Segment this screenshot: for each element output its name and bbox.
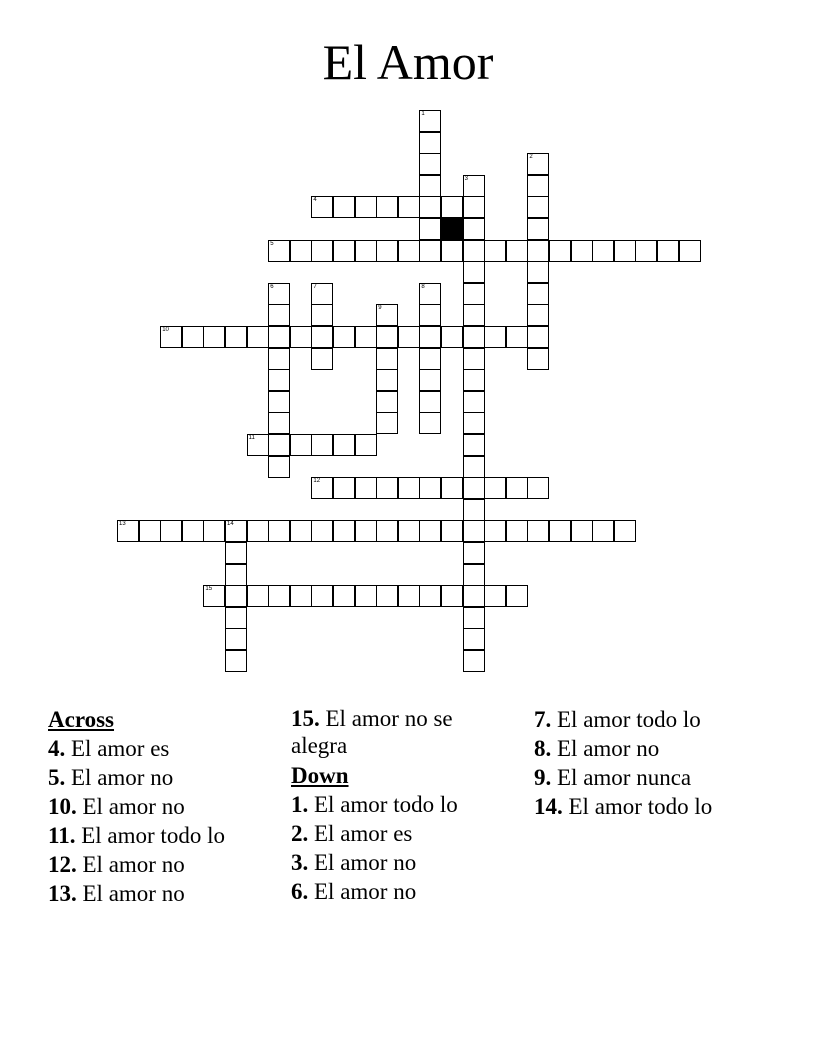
cell-number: 10 [162, 327, 169, 333]
grid-cell[interactable] [290, 434, 312, 456]
clue-number: 9. [534, 765, 552, 790]
grid-cell[interactable] [527, 477, 549, 499]
clue-item [534, 734, 744, 763]
grid-cell[interactable] [333, 434, 355, 456]
grid-cell[interactable] [463, 520, 485, 542]
grid-cell[interactable] [463, 456, 485, 478]
grid-cell[interactable] [160, 326, 182, 348]
grid-cell[interactable] [419, 218, 441, 240]
clue-heading: Down [291, 763, 349, 788]
grid-cell[interactable] [592, 520, 614, 542]
clue-text: El amor no [308, 879, 417, 904]
grid-cell[interactable] [441, 520, 463, 542]
grid-cell[interactable] [398, 196, 420, 218]
grid-cell[interactable] [463, 607, 485, 629]
clue-text: El amor es [65, 736, 170, 761]
cell-number: 1 [421, 111, 425, 117]
grid-cell[interactable] [419, 132, 441, 154]
grid-cell[interactable] [571, 240, 593, 262]
grid-cell[interactable] [527, 218, 549, 240]
clue-item [534, 705, 744, 734]
grid-cell[interactable] [527, 283, 549, 305]
grid-cell[interactable] [311, 520, 333, 542]
clue-item [48, 763, 258, 792]
grid-cell[interactable] [311, 304, 333, 326]
grid-cell[interactable] [463, 369, 485, 391]
grid-cell[interactable] [311, 326, 333, 348]
clue-item [291, 819, 501, 848]
grid-cell[interactable] [484, 520, 506, 542]
grid-cell[interactable] [463, 564, 485, 586]
grid-cell[interactable] [527, 175, 549, 197]
grid-cell[interactable] [614, 240, 636, 262]
grid-cell[interactable] [419, 326, 441, 348]
grid-cell[interactable] [419, 585, 441, 607]
grid-cell[interactable] [225, 520, 247, 542]
clue-text: El amor no [76, 852, 185, 877]
clue-text: El amor todo lo [551, 707, 701, 732]
clue-item [48, 792, 258, 821]
grid-cell[interactable] [290, 585, 312, 607]
grid-cell[interactable] [225, 607, 247, 629]
grid-cell[interactable] [592, 240, 614, 262]
grid-cell[interactable] [376, 196, 398, 218]
clue-number: 8. [534, 736, 552, 761]
grid-cell[interactable] [419, 283, 441, 305]
grid-cell[interactable] [506, 240, 528, 262]
grid-cell[interactable] [247, 520, 269, 542]
grid-cell[interactable] [441, 196, 463, 218]
grid-cell[interactable] [355, 520, 377, 542]
grid-cell[interactable] [355, 326, 377, 348]
grid-cell[interactable] [376, 304, 398, 326]
cell-number: 2 [529, 154, 533, 161]
grid-cell[interactable] [614, 520, 636, 542]
grid-cell[interactable] [355, 434, 377, 456]
grid-cell[interactable] [225, 326, 247, 348]
grid-cell[interactable] [355, 240, 377, 262]
clue-number: 15. [291, 706, 320, 731]
grid-cell[interactable] [311, 240, 333, 262]
clue-heading: Across [48, 707, 115, 732]
clue-item [291, 705, 501, 759]
grid-cell[interactable] [463, 240, 485, 262]
grid-cell[interactable] [117, 520, 139, 542]
grid-cell[interactable] [247, 326, 269, 348]
grid-cell[interactable] [506, 326, 528, 348]
clue-text: El amor es [308, 821, 413, 846]
grid-cell[interactable] [376, 477, 398, 499]
clue-text: El amor nunca [551, 765, 692, 790]
grid-cell[interactable] [290, 520, 312, 542]
grid-cell[interactable] [203, 520, 225, 542]
grid-cell[interactable] [311, 196, 333, 218]
grid-cell[interactable] [268, 456, 290, 478]
grid-cell[interactable] [398, 477, 420, 499]
grid-cell[interactable] [376, 520, 398, 542]
grid-cell[interactable] [398, 240, 420, 262]
clue-number: 11. [48, 823, 76, 848]
grid-cell[interactable] [527, 240, 549, 262]
grid-cell[interactable] [463, 542, 485, 564]
grid-cell[interactable] [268, 304, 290, 326]
clue-number: 6. [291, 879, 309, 904]
grid-cell[interactable] [160, 520, 182, 542]
grid-cell[interactable] [247, 434, 269, 456]
grid-cell[interactable] [506, 520, 528, 542]
clue-item [534, 763, 744, 792]
grid-cell[interactable] [398, 520, 420, 542]
cell-number: 4 [313, 197, 317, 204]
grid-cell[interactable] [463, 585, 485, 607]
clue-text: El amor todo lo [308, 792, 458, 817]
clue-item [291, 790, 501, 819]
grid-cell[interactable] [225, 628, 247, 650]
cell-number: 12 [313, 478, 321, 485]
clue-number: 13. [48, 881, 77, 906]
clue-text: El amor no [76, 881, 185, 906]
clue-column-1 [48, 705, 258, 908]
grid-cell[interactable] [463, 175, 485, 197]
grid-cell[interactable] [419, 520, 441, 542]
grid-cell[interactable] [376, 369, 398, 391]
grid-cell[interactable] [268, 283, 290, 305]
grid-cell[interactable] [463, 628, 485, 650]
grid-cell[interactable] [527, 348, 549, 370]
grid-cell[interactable] [506, 477, 528, 499]
grid-cell[interactable] [419, 175, 441, 197]
grid-cell[interactable] [333, 326, 355, 348]
grid-cell[interactable] [333, 477, 355, 499]
grid-cell[interactable] [527, 196, 549, 218]
grid-cell[interactable] [268, 348, 290, 370]
clue-item [291, 877, 501, 906]
grid-cell[interactable] [484, 326, 506, 348]
clue-item [534, 792, 744, 821]
clue-text: El amor no [551, 736, 660, 761]
grid-cell[interactable] [290, 240, 312, 262]
grid-cell[interactable] [376, 412, 398, 434]
grid-cell[interactable] [419, 477, 441, 499]
grid-cell[interactable] [268, 240, 290, 262]
grid-cell[interactable] [268, 412, 290, 434]
grid-cell[interactable] [463, 283, 485, 305]
grid-cell[interactable] [419, 153, 441, 175]
grid-cell[interactable] [376, 348, 398, 370]
grid-cell[interactable] [398, 585, 420, 607]
grid-cell[interactable] [657, 240, 679, 262]
grid-cell[interactable] [527, 520, 549, 542]
grid-cell[interactable] [463, 499, 485, 521]
grid-cell[interactable] [225, 542, 247, 564]
grid-cell[interactable] [463, 304, 485, 326]
grid-cell[interactable] [484, 240, 506, 262]
cell-number: 15 [205, 586, 213, 593]
grid-cell[interactable] [463, 650, 485, 672]
grid-cell[interactable] [333, 196, 355, 218]
grid-cell[interactable] [419, 412, 441, 434]
grid-cell[interactable] [419, 304, 441, 326]
grid-cell[interactable] [290, 326, 312, 348]
grid-cell[interactable] [679, 240, 701, 262]
clue-item [48, 879, 258, 908]
clue-text: El amor no [76, 794, 185, 819]
grid-cell[interactable] [506, 585, 528, 607]
grid-cell[interactable] [268, 434, 290, 456]
grid-cell[interactable] [463, 261, 485, 283]
clue-item [48, 850, 258, 879]
cell-number: 5 [270, 240, 274, 247]
cell-number: 7 [313, 283, 317, 290]
clue-text: El amor todo lo [75, 823, 225, 848]
grid-cell[interactable] [311, 283, 333, 305]
grid-cell[interactable] [268, 326, 290, 348]
grid-cell[interactable] [333, 240, 355, 262]
grid-cell[interactable] [182, 326, 204, 348]
grid-cell[interactable] [311, 585, 333, 607]
clue-number: 4. [48, 736, 66, 761]
grid-cell[interactable] [203, 326, 225, 348]
clue-column-3 [534, 705, 744, 821]
grid-cell[interactable] [225, 564, 247, 586]
clue-column-2 [291, 705, 501, 906]
clue-number: 1. [291, 792, 309, 817]
grid-cell[interactable] [203, 585, 225, 607]
grid-cell[interactable] [441, 326, 463, 348]
grid-cell[interactable] [549, 240, 571, 262]
clue-number: 10. [48, 794, 77, 819]
grid-cell[interactable] [398, 326, 420, 348]
grid-cell[interactable] [463, 196, 485, 218]
grid-cell[interactable] [419, 348, 441, 370]
grid-cell[interactable] [268, 585, 290, 607]
puzzle-title: El Amor [322, 34, 494, 90]
grid-cell[interactable] [182, 520, 204, 542]
grid-cell[interactable] [333, 520, 355, 542]
grid-cell[interactable] [376, 585, 398, 607]
grid-cell[interactable] [225, 585, 247, 607]
grid-cell[interactable] [527, 261, 549, 283]
clue-item [291, 848, 501, 877]
cell-number: 13 [119, 521, 126, 528]
grid-cell[interactable] [419, 196, 441, 218]
grid-cell[interactable] [311, 348, 333, 370]
grid-cell[interactable] [441, 477, 463, 499]
grid-cell[interactable] [419, 240, 441, 262]
grid-cell[interactable] [247, 585, 269, 607]
grid-cell[interactable] [139, 520, 161, 542]
clue-number: 14. [534, 794, 563, 819]
grid-cell[interactable] [333, 585, 355, 607]
clue-text: El amor todo lo [562, 794, 713, 819]
grid-cell[interactable] [441, 585, 463, 607]
cell-number: 3 [464, 175, 468, 182]
cell-number: 14 [227, 521, 234, 528]
grid-cell[interactable] [268, 520, 290, 542]
grid-cell[interactable] [463, 412, 485, 434]
grid-cell[interactable] [419, 391, 441, 413]
grid-cell[interactable] [527, 304, 549, 326]
grid-cell[interactable] [376, 391, 398, 413]
clue-text: El amor no [65, 765, 174, 790]
grid-cell[interactable] [484, 477, 506, 499]
grid-cell[interactable] [355, 196, 377, 218]
grid-cell[interactable] [527, 326, 549, 348]
grid-cell[interactable] [419, 110, 441, 132]
clue-number: 5. [48, 765, 66, 790]
clue-text: El amor no [308, 850, 417, 875]
grid-cell[interactable] [268, 391, 290, 413]
clue-text: El amor no se alegra [291, 706, 453, 758]
cell-number: 11 [248, 435, 255, 441]
grid-cell[interactable] [376, 240, 398, 262]
grid-cell[interactable] [463, 391, 485, 413]
clue-number: 2. [291, 821, 309, 846]
clue-item [48, 734, 258, 763]
grid-cell[interactable] [268, 369, 290, 391]
grid-cell[interactable] [463, 348, 485, 370]
grid-cell[interactable] [441, 240, 463, 262]
grid-cell[interactable] [571, 520, 593, 542]
grid-cell[interactable] [635, 240, 657, 262]
cell-number: 9 [378, 305, 382, 312]
cell-number: 8 [421, 283, 425, 290]
grid-cell[interactable] [311, 477, 333, 499]
black-square [441, 218, 463, 240]
clue-number: 12. [48, 852, 77, 877]
grid-cell[interactable] [484, 585, 506, 607]
grid-cell[interactable] [527, 153, 549, 175]
grid-cell[interactable] [419, 369, 441, 391]
grid-cell[interactable] [463, 218, 485, 240]
grid-cell[interactable] [463, 477, 485, 499]
clue-number: 3. [291, 850, 309, 875]
grid-cell[interactable] [355, 477, 377, 499]
cell-number: 6 [270, 283, 274, 290]
grid-cell[interactable] [225, 650, 247, 672]
grid-cell[interactable] [549, 520, 571, 542]
grid-cell[interactable] [355, 585, 377, 607]
clue-number: 7. [534, 707, 552, 732]
clue-item [48, 821, 258, 850]
grid-cell[interactable] [463, 434, 485, 456]
grid-cell[interactable] [376, 326, 398, 348]
grid-cell[interactable] [463, 326, 485, 348]
grid-cell[interactable] [311, 434, 333, 456]
